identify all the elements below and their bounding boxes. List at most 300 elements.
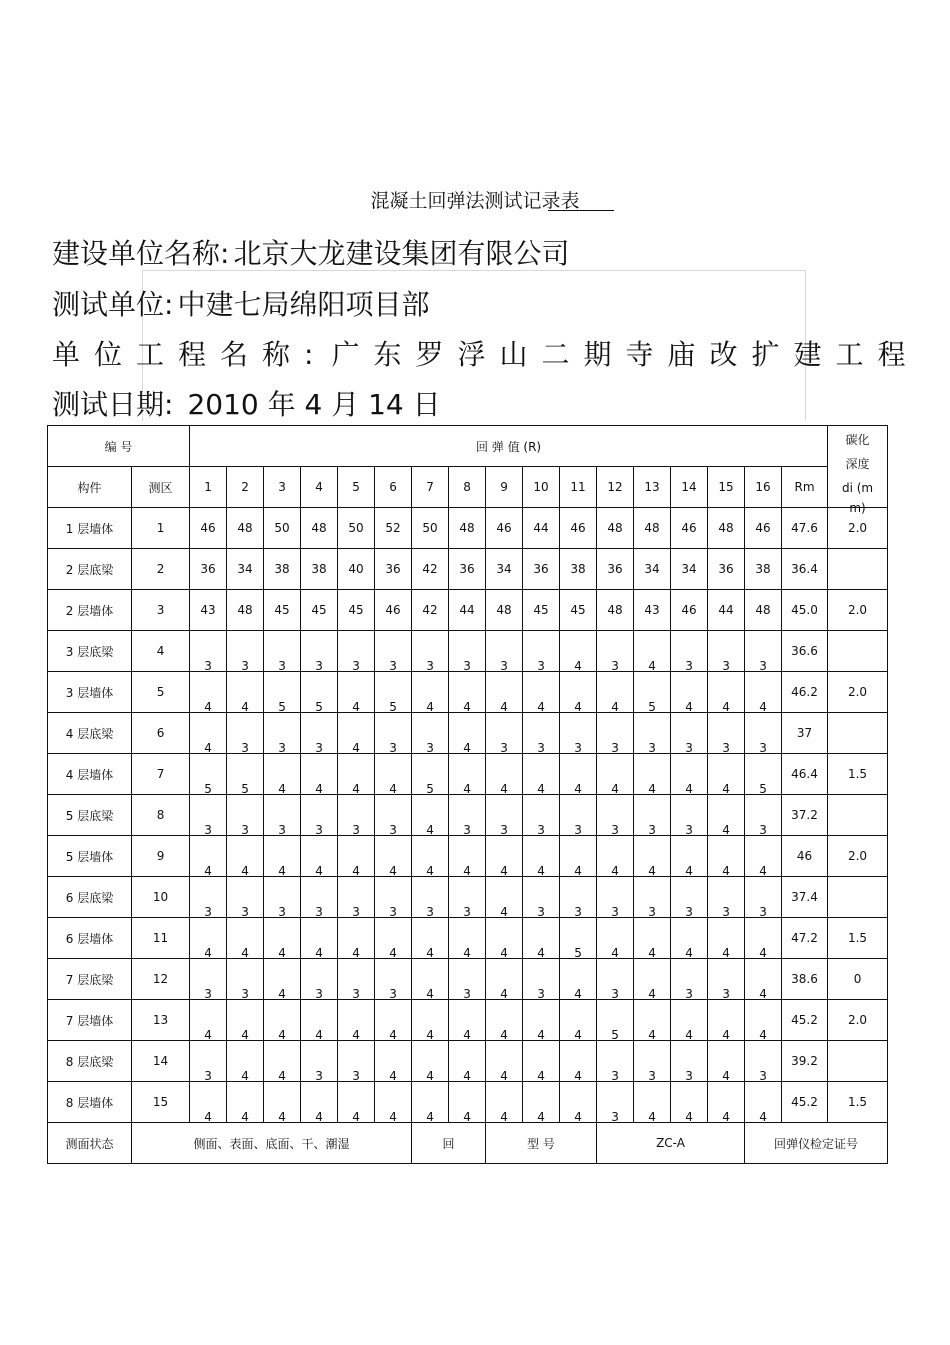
rebound-value-cell <box>634 549 671 590</box>
rebound-value: 3 <box>389 823 397 837</box>
rebound-value-cell <box>449 631 486 672</box>
member-cell: 1 层墙体 <box>48 508 132 549</box>
rebound-value: 4 <box>537 1069 545 1083</box>
rebound-value: 3 <box>463 987 471 1001</box>
rebound-value: 4 <box>685 782 693 796</box>
rebound-value-cell <box>338 631 375 672</box>
rebound-value-cell <box>634 713 671 754</box>
rebound-value-cell <box>745 590 782 631</box>
point-header: 12 <box>597 467 634 508</box>
rebound-value-cell <box>301 672 338 713</box>
rebound-value-cell <box>745 713 782 754</box>
point-header: 16 <box>745 467 782 508</box>
carbon-header: 碳化 深度 di (m m) <box>828 426 888 508</box>
rebound-value-cell <box>523 836 560 877</box>
rebound-value-cell <box>671 672 708 713</box>
carbon-cell <box>828 713 888 754</box>
point-header: 13 <box>634 467 671 508</box>
rebound-value-cell <box>597 590 634 631</box>
carbon-cell <box>828 795 888 836</box>
rebound-value-cell <box>449 754 486 795</box>
rebound-value-cell <box>708 631 745 672</box>
rebound-value-cell <box>708 549 745 590</box>
rebound-value: 5 <box>648 700 656 714</box>
rebound-value-cell <box>412 795 449 836</box>
member-cell: 6 层墙体 <box>48 918 132 959</box>
rebound-value-cell <box>634 959 671 1000</box>
rebound-value: 36 <box>200 562 216 576</box>
rebound-value: 50 <box>348 521 364 535</box>
rebound-value-cell <box>264 877 301 918</box>
rebound-value: 4 <box>278 1110 286 1124</box>
rebound-value-cell <box>338 1041 375 1082</box>
rebound-value: 4 <box>352 864 360 878</box>
rebound-value: 3 <box>352 905 360 919</box>
rebound-value-cell <box>597 877 634 918</box>
rebound-value: 4 <box>426 946 434 960</box>
rebound-value-cell <box>449 959 486 1000</box>
rebound-value: 4 <box>574 782 582 796</box>
rebound-value-cell <box>449 1082 486 1123</box>
rebound-value-cell <box>560 877 597 918</box>
rebound-value: 3 <box>611 1069 619 1083</box>
member-cell: 4 层墙体 <box>48 754 132 795</box>
rebound-value-cell <box>523 795 560 836</box>
rebound-value-cell <box>338 590 375 631</box>
rebound-value-cell <box>338 713 375 754</box>
tester-value: 中建七局绵阳项目部 <box>177 288 430 321</box>
rebound-value: 4 <box>426 700 434 714</box>
rebound-value-cell <box>486 754 523 795</box>
rebound-value-cell <box>523 877 560 918</box>
rebound-value: 4 <box>611 864 619 878</box>
rebound-value-cell <box>671 959 708 1000</box>
rebound-value-cell <box>449 918 486 959</box>
rebound-value: 3 <box>389 659 397 673</box>
rebound-value: 3 <box>241 823 249 837</box>
zone-cell: 14 <box>132 1041 190 1082</box>
rebound-value-cell <box>301 631 338 672</box>
zone-cell: 10 <box>132 877 190 918</box>
rebound-value-cell <box>486 918 523 959</box>
rebound-value: 5 <box>204 782 212 796</box>
member-cell: 8 层底梁 <box>48 1041 132 1082</box>
number-header: 编 号 <box>48 426 190 467</box>
rebound-value-cell <box>375 631 412 672</box>
rebound-value-cell <box>375 1000 412 1041</box>
rebound-value-cell <box>597 713 634 754</box>
rebound-value-cell <box>412 754 449 795</box>
rebound-value-cell <box>597 1041 634 1082</box>
rebound-value: 4 <box>463 700 471 714</box>
rebound-value: 3 <box>315 905 323 919</box>
rebound-value-cell <box>338 795 375 836</box>
rebound-value: 4 <box>500 946 508 960</box>
rebound-value-cell <box>190 672 227 713</box>
rebound-value: 3 <box>574 905 582 919</box>
rebound-value: 44 <box>718 603 734 617</box>
rebound-value-cell <box>301 549 338 590</box>
rebound-value-cell <box>227 836 264 877</box>
rebound-value: 3 <box>315 823 323 837</box>
rebound-value: 3 <box>685 905 693 919</box>
rebound-value-cell <box>412 672 449 713</box>
rebound-value: 45 <box>533 603 549 617</box>
rebound-value: 48 <box>237 521 253 535</box>
rebound-value: 46 <box>681 603 697 617</box>
rebound-value-cell <box>634 590 671 631</box>
rm-cell: 47.6 <box>782 508 828 549</box>
rebound-value-cell <box>745 1000 782 1041</box>
rebound-value-cell <box>523 508 560 549</box>
rebound-value-cell <box>375 508 412 549</box>
rebound-value: 4 <box>352 741 360 755</box>
rebound-value-cell <box>597 631 634 672</box>
project-value: 广东罗浮山二期寺庙改扩建工程 <box>331 338 920 371</box>
rebound-value-cell <box>227 631 264 672</box>
rebound-value-cell <box>227 754 264 795</box>
rebound-value: 4 <box>278 782 286 796</box>
rebound-value: 3 <box>463 905 471 919</box>
rebound-value-cell <box>671 508 708 549</box>
point-header: 3 <box>264 467 301 508</box>
rebound-value-cell <box>264 631 301 672</box>
rebound-value-cell <box>634 672 671 713</box>
rm-cell: 46.4 <box>782 754 828 795</box>
rebound-value-cell <box>745 836 782 877</box>
rebound-value-cell <box>560 631 597 672</box>
rebound-value-cell <box>190 549 227 590</box>
rebound-value-cell <box>338 754 375 795</box>
rebound-value: 5 <box>574 946 582 960</box>
rebound-value-cell <box>671 795 708 836</box>
rebound-value-cell <box>708 713 745 754</box>
rebound-value: 4 <box>685 1110 693 1124</box>
rebound-value-cell <box>486 631 523 672</box>
rebound-value: 4 <box>315 946 323 960</box>
rebound-value-cell <box>338 918 375 959</box>
rebound-value-cell <box>597 918 634 959</box>
carbon-cell: 2.0 <box>828 836 888 877</box>
rebound-value: 5 <box>315 700 323 714</box>
rebound-value-cell <box>375 1082 412 1123</box>
rebound-value: 4 <box>537 864 545 878</box>
zone-header: 测区 <box>132 467 190 508</box>
rebound-value-cell <box>338 549 375 590</box>
point-header: 11 <box>560 467 597 508</box>
rebound-value: 5 <box>278 700 286 714</box>
carbon-cell <box>828 1041 888 1082</box>
rebound-value: 34 <box>644 562 660 576</box>
rebound-value-cell <box>597 836 634 877</box>
rebound-value: 4 <box>389 782 397 796</box>
page-title: 混凝土回弹法测试记录表 <box>370 190 580 212</box>
rm-cell: 45.2 <box>782 1000 828 1041</box>
rebound-value-cell <box>190 508 227 549</box>
rebound-value: 38 <box>755 562 771 576</box>
rebound-value: 4 <box>722 946 730 960</box>
rebound-value: 4 <box>315 1110 323 1124</box>
surface-label: 测面状态 <box>48 1123 132 1164</box>
rebound-value-cell <box>227 877 264 918</box>
rebound-value-cell <box>745 1082 782 1123</box>
rebound-value: 48 <box>607 521 623 535</box>
carbon-cell: 1.5 <box>828 1082 888 1123</box>
rebound-value: 3 <box>241 987 249 1001</box>
rebound-value: 4 <box>537 782 545 796</box>
member-cell: 5 层底梁 <box>48 795 132 836</box>
rebound-value-cell <box>523 590 560 631</box>
rebound-value: 4 <box>463 1069 471 1083</box>
rebound-value-cell <box>486 959 523 1000</box>
zone-cell: 1 <box>132 508 190 549</box>
rebound-value: 46 <box>755 521 771 535</box>
rebound-value-cell <box>190 1082 227 1123</box>
member-cell: 3 层墙体 <box>48 672 132 713</box>
rebound-value-cell <box>190 959 227 1000</box>
rebound-value-cell <box>708 918 745 959</box>
rebound-value: 3 <box>574 823 582 837</box>
rebound-value-cell <box>634 1082 671 1123</box>
rebound-value: 3 <box>278 741 286 755</box>
rebound-value-cell <box>375 1041 412 1082</box>
carbon-header-line1: 碳化 <box>845 433 870 447</box>
rebound-value: 4 <box>278 1028 286 1042</box>
rebound-value-cell <box>486 877 523 918</box>
rebound-value: 4 <box>204 864 212 878</box>
rebound-value: 4 <box>722 1110 730 1124</box>
rebound-value-cell <box>634 631 671 672</box>
rebound-value: 4 <box>315 1028 323 1042</box>
rebound-value: 5 <box>426 782 434 796</box>
rebound-value-cell <box>301 1041 338 1082</box>
table-row <box>48 918 888 959</box>
rebound-value: 4 <box>722 1069 730 1083</box>
rebound-value: 3 <box>315 659 323 673</box>
rebound-value: 3 <box>685 1069 693 1083</box>
rebound-value-cell <box>412 1041 449 1082</box>
rebound-value: 50 <box>274 521 290 535</box>
rebound-value-cell <box>634 918 671 959</box>
rebound-value: 4 <box>500 864 508 878</box>
rebound-value-cell <box>227 1000 264 1041</box>
rebound-value-cell <box>301 836 338 877</box>
rebound-value: 4 <box>241 1069 249 1083</box>
rebound-value-cell <box>708 672 745 713</box>
rebound-value: 48 <box>311 521 327 535</box>
rebound-value-cell <box>708 795 745 836</box>
rebound-value-cell <box>671 549 708 590</box>
rebound-value: 4 <box>463 782 471 796</box>
rebound-value-cell <box>190 795 227 836</box>
carbon-cell <box>828 877 888 918</box>
rebound-value: 4 <box>648 659 656 673</box>
table-row <box>48 754 888 795</box>
carbon-cell <box>828 631 888 672</box>
rebound-value-cell <box>412 918 449 959</box>
rebound-value: 4 <box>722 1028 730 1042</box>
rebound-value-cell <box>634 877 671 918</box>
rebound-value: 3 <box>537 741 545 755</box>
rebound-value: 3 <box>389 905 397 919</box>
rebound-value-cell <box>264 754 301 795</box>
rebound-value-cell <box>708 1041 745 1082</box>
rebound-value-cell <box>597 754 634 795</box>
rebound-value: 4 <box>500 700 508 714</box>
point-header: 6 <box>375 467 412 508</box>
rebound-value: 4 <box>500 905 508 919</box>
project-label: 单位工程名称: <box>52 338 328 371</box>
rebound-value-cell <box>338 1000 375 1041</box>
rebound-value: 38 <box>274 562 290 576</box>
rebound-value-cell <box>412 631 449 672</box>
rebound-value-cell <box>190 877 227 918</box>
rebound-value: 4 <box>389 946 397 960</box>
rebound-value-cell <box>227 795 264 836</box>
rebound-value: 3 <box>648 741 656 755</box>
table-row <box>48 1000 888 1041</box>
tester-line <box>52 283 429 323</box>
rebound-value: 3 <box>685 741 693 755</box>
member-cell: 2 层底梁 <box>48 549 132 590</box>
rebound-value: 3 <box>759 741 767 755</box>
rebound-value: 4 <box>241 946 249 960</box>
rebound-value: 3 <box>648 823 656 837</box>
rebound-value: 4 <box>426 987 434 1001</box>
rebound-value: 3 <box>537 905 545 919</box>
zone-cell: 4 <box>132 631 190 672</box>
point-header: 2 <box>227 467 264 508</box>
rebound-value: 4 <box>241 1110 249 1124</box>
rebound-value-cell <box>264 508 301 549</box>
rebound-value: 4 <box>648 946 656 960</box>
rebound-value-cell <box>560 590 597 631</box>
point-header: 10 <box>523 467 560 508</box>
rebound-value: 36 <box>718 562 734 576</box>
rebound-value: 48 <box>644 521 660 535</box>
rebound-value: 43 <box>644 603 660 617</box>
rebound-value: 3 <box>500 741 508 755</box>
rebound-value-cell <box>338 836 375 877</box>
rebound-value: 4 <box>500 1110 508 1124</box>
rebound-value: 4 <box>241 700 249 714</box>
rebound-value-cell <box>412 877 449 918</box>
rebound-value-cell <box>449 877 486 918</box>
rebound-value-cell <box>486 795 523 836</box>
date-label: 测试日期: <box>52 388 174 421</box>
rebound-value-cell <box>486 1082 523 1123</box>
rebound-value: 5 <box>389 700 397 714</box>
rebound-value-cell <box>486 1000 523 1041</box>
rebound-value-cell <box>486 672 523 713</box>
rebound-value: 4 <box>648 1110 656 1124</box>
rm-cell: 37 <box>782 713 828 754</box>
carbon-cell: 2.0 <box>828 1000 888 1041</box>
rebound-value-cell <box>634 1000 671 1041</box>
rebound-value: 4 <box>463 946 471 960</box>
rebound-value: 36 <box>533 562 549 576</box>
rebound-value-cell <box>671 918 708 959</box>
rebound-value: 3 <box>278 823 286 837</box>
rebound-value-cell <box>486 549 523 590</box>
rebound-value: 4 <box>389 1069 397 1083</box>
rebound-value: 4 <box>204 946 212 960</box>
rebound-value: 3 <box>685 659 693 673</box>
rebound-value: 4 <box>685 1028 693 1042</box>
rebound-value: 4 <box>463 864 471 878</box>
rebound-header: 回 弹 值 (R) <box>190 426 828 467</box>
rebound-value: 3 <box>278 905 286 919</box>
rebound-value-cell <box>301 508 338 549</box>
rebound-value-cell <box>375 590 412 631</box>
rebound-value: 34 <box>496 562 512 576</box>
rebound-value-cell <box>486 508 523 549</box>
rebound-value-cell <box>560 1000 597 1041</box>
rebound-value: 3 <box>315 1069 323 1083</box>
rebound-value-cell <box>597 508 634 549</box>
rebound-value: 4 <box>759 987 767 1001</box>
zone-cell: 15 <box>132 1082 190 1123</box>
table-row <box>48 672 888 713</box>
rebound-value: 4 <box>204 1028 212 1042</box>
rebound-value-cell <box>264 672 301 713</box>
rebound-value-cell <box>449 672 486 713</box>
rm-cell: 46.2 <box>782 672 828 713</box>
rebound-value: 46 <box>570 521 586 535</box>
rebound-value-cell <box>523 672 560 713</box>
table-row <box>48 713 888 754</box>
rebound-value: 3 <box>759 659 767 673</box>
rebound-value: 45 <box>570 603 586 617</box>
rebound-value-cell <box>412 590 449 631</box>
model-value: ZC-A <box>597 1123 745 1164</box>
rebound-value: 3 <box>204 987 212 1001</box>
rebound-value-cell <box>671 754 708 795</box>
builder-label: 建设单位名称: <box>52 237 230 270</box>
rebound-value-cell <box>338 959 375 1000</box>
member-cell: 6 层底梁 <box>48 877 132 918</box>
rebound-value-cell <box>264 590 301 631</box>
rebound-value: 3 <box>611 741 619 755</box>
model-label: 型 号 <box>486 1123 597 1164</box>
rebound-value: 5 <box>759 782 767 796</box>
table-row <box>48 795 888 836</box>
rebound-value: 4 <box>574 659 582 673</box>
rebound-value: 3 <box>352 987 360 1001</box>
member-header: 构件 <box>48 467 132 508</box>
rebound-value: 4 <box>611 782 619 796</box>
rebound-value: 4 <box>389 864 397 878</box>
rebound-value: 44 <box>533 521 549 535</box>
rebound-value: 34 <box>681 562 697 576</box>
rebound-value-cell <box>671 836 708 877</box>
rebound-value-cell <box>227 918 264 959</box>
rebound-value: 3 <box>611 659 619 673</box>
rebound-value: 4 <box>574 864 582 878</box>
rebound-value-cell <box>227 590 264 631</box>
rebound-value: 5 <box>241 782 249 796</box>
rebound-value-cell <box>301 918 338 959</box>
carbon-cell <box>828 549 888 590</box>
rebound-value-cell <box>301 713 338 754</box>
rebound-value: 3 <box>722 905 730 919</box>
rebound-value: 3 <box>352 659 360 673</box>
point-header: 1 <box>190 467 227 508</box>
rebound-value-cell <box>708 1000 745 1041</box>
rebound-value-cell <box>560 549 597 590</box>
rebound-value-cell <box>671 877 708 918</box>
rebound-value-cell <box>227 672 264 713</box>
